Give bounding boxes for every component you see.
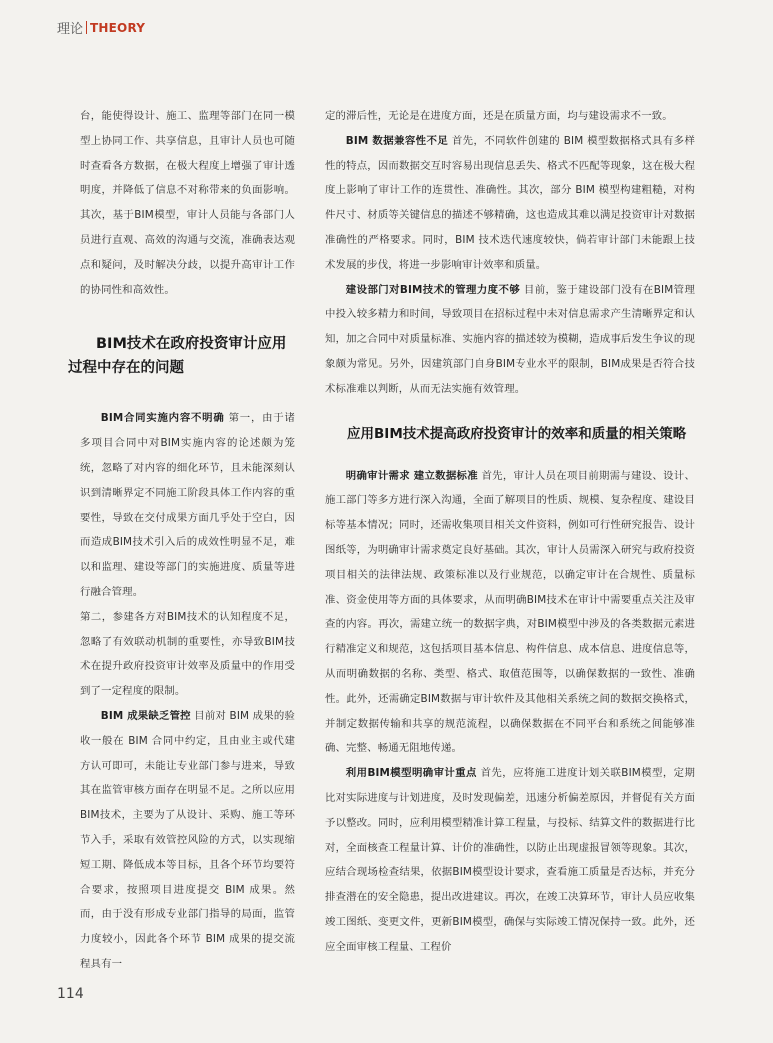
section-heading-strategies: 应用BIM技术提高政府投资审计的效率和质量的相关策略 [347,425,687,442]
left-column [68,104,295,977]
page-number: 114 [57,986,84,1002]
paragraph-results-control [80,704,295,977]
running-header [57,18,145,37]
paragraph-lead: BIM 成果缺乏管控 [100,709,191,722]
right-intro-paragraph: 定的滞后性，无论是在进度方面，还是在质量方面，均与建设需求不一致。 [325,110,673,122]
section-label-cn: 理论 [57,22,84,37]
paragraph-management-insufficient [325,278,695,402]
paragraph-awareness: 第二，参建各方对BIM技术的认知程度不足，忽略了有效联动机制的重要性，亦导致BIM技术在提升政府投资审计效率及质量中的作用受到了一定程度的限制。 [80,610,295,698]
paragraph-body: 首先，应将施工进度计划关联BIM模型，定期比对实际进度与计划进度，及时发现偏差，迅速分析偏差原因，并督促有关方面予以整改。同时，应利用模型精准计算工程量，与投标、结算文件的数据进行比对，全面核查工程量计算、计价的准确性，以防止出现虚报冒领等现象。其次，应结合现场检查结果，依据BIM模型设计要求，查看施工质量是否达标，并充分排查潜在的安全隐患，提出改进建议。再次，在竣工决算环节，审计人员应收集竣工图纸、变更文件，更新BIM模型，确保与实际竣工情况保持一致。此外，还应全面审核工程量、工程价 [325,767,695,953]
paragraph-body: 首先，不同软件创建的 BIM 模型数据格式具有多样性的特点，因而数据交互时容易出现信息丢失、格式不匹配等现象，这在极大程度上影响了审计工作的连贯性、准确性。其次，部分 BIM 模型构建粗糙，对构件尺寸、材质等关键信息的描述不够精确，这也造成其难以满足投资审计对数据准确性的严格要求。同时，BIM 技术迭代速度较快，倘若审计部门未能跟上技术发展的步伐，将进一步影响审计效率和质量。 [325,134,695,271]
paragraph-lead: 利用BIM模型明确审计重点 [345,767,477,780]
section-heading-line-2: 过程中存在的问题 [68,360,184,377]
left-intro-paragraph: 台，能使得设计、施工、监理等部门在同一模型上协同工作、共享信息，且审计人员也可随时查看各方数据，在极大程度上增强了审计透明度，并降低了信息不对称带来的负面影响。其次，基于BIM模型，审计人员能与各部门人员进行直观、高效的沟通与交流，准确表达观点和疑问，及时解决分歧，以提升高审计工作的协同性和高效性。 [80,110,295,296]
section-heading-problems [68,332,295,380]
header-divider [86,21,87,34]
paragraph-contract-unclear [80,406,295,604]
paragraph-body: 首先，审计人员在项目前期需与建设、设计、施工部门等多方进行深入沟通，全面了解项目的性质、规模、复杂程度、建设目标等基本情况；同时，还需收集项目相关文件资料，例如可行性研究报告、设计图纸等，为明确审计需求奠定良好基础。其次，审计人员需深入研究与政府投资项目相关的法律法规、政策标准以及行业规范，以确定审计在合规性、质量标准、资金使用等方面的具体要求，从而明确BIM技术在审计中需要重点关注及审查的内容。再次，需建立统一的数据字典，对BIM模型中涉及的各类数据元素进行精准定义和规范，这包括项目基本信息、构件信息、成本信息、进度信息等，从而明确数据的名称、类型、格式、取值范围等，以确保数据的一致性、准确性。此外，还需确定BIM数据与审计软件及其他相关系统之间的数据交换格式，并制定数据传输和共享的规范流程，以确保数据在不同平台和系统之间能够准确、完整、畅通无阻地传递。 [325,469,696,755]
right-column [325,104,695,960]
paragraph-data-compatibility [325,129,695,278]
paragraph-lead: 建设部门对BIM技术的管理力度不够 [345,283,521,296]
paragraph-audit-focus [325,761,695,959]
paragraph-body: 目前对 BIM 成果的验收一般在 BIM 合同中约定，且由业主或代建方认可即可，未能让专业部门参与进来，导致其在监管审核方面存在明显不足。之所以应用BIM技术，主要为了从设计、采购、施工等环节入手，采取有效管控风险的方式，以实现缩短工期、降低成本等目标，且各个环节均要符合要求，按照项目进度提交 BIM 成果。然而，由于没有形成专业部门指导的局面，监管力度较小，因此各个环节 BIM 成果的提交流程具有一 [80,709,295,970]
paragraph-lead: BIM合同实施内容不明确 [100,412,225,425]
paragraph-lead: BIM 数据兼容性不足 [345,134,449,147]
section-heading-line-1: BIM技术在政府投资审计应用 [96,336,287,353]
section-label-en: THEORY [90,20,146,35]
paragraph-body: 第一，由于诸多项目合同中对BIM实施内容的论述颇为笼统，忽略了对内容的细化环节，且未能深刻认识到清晰界定不同施工阶段具体工作内容的重要性，导致在交付成果方面几乎处于空白，因而造成BIM技术引入后的成效性明显不足，难以和监理、建设等部门的实施进度、质量等进行融合管理。 [80,412,295,598]
paragraph-audit-requirements [325,464,695,762]
paragraph-body: 目前，鉴于建设部门没有在BIM管理中投入较多精力和时间，导致项目在招标过程中未对信息需求产生清晰界定和认知，加之合同中对质量标准、实施内容的描述较为模糊，造成事后发生争议的现象颇为常见。另外，因建筑部门自身BIM专业水平的限制，BIM成果是否符合技术标准难以判断，从而无法实施有效管理。 [325,283,695,395]
paragraph-lead: 明确审计需求 建立数据标准 [345,469,478,482]
